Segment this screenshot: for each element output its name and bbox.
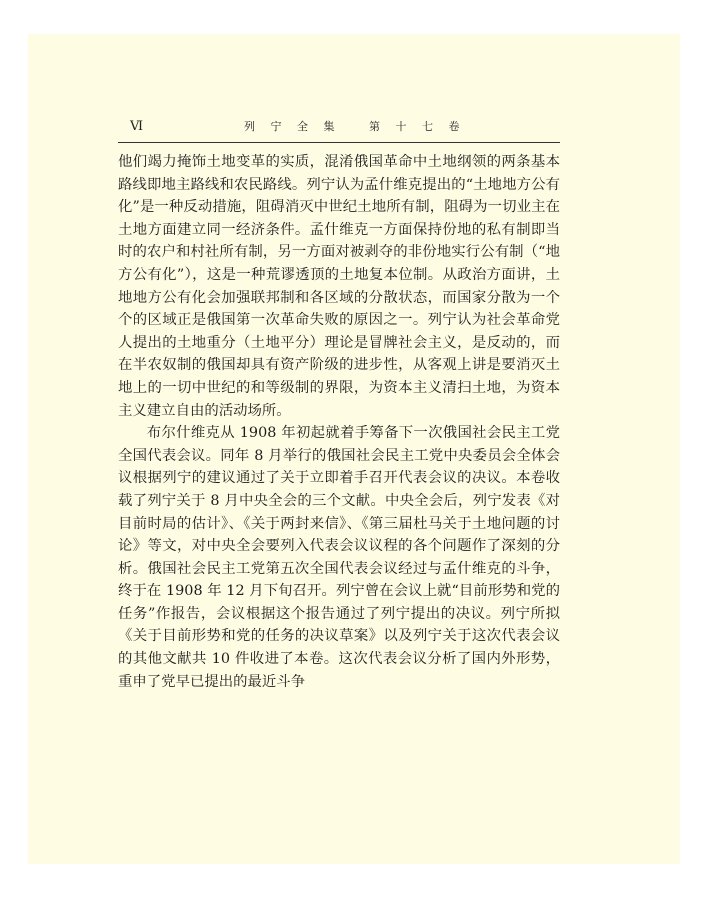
body-text [118, 151, 560, 693]
running-title: 列 宁 全 集 第 十 七 卷 [244, 120, 466, 133]
page-number: Ⅵ [130, 118, 144, 133]
paragraph: 布尔什维克从 1908 年初起就着手筹备下一次俄国社会民主工党全国代表会议。同年 8 月举行的俄国社会民主工党中央委员会全体会议根据列宁的建议通过了关于立即着手召开代表会议的决议。本卷收载了列宁关于 8 月中央全会的三个文献。中央全会后，列宁发表《对目前时局的估计》、《关于两封来信》、《第三届杜马关于土地问题的讨论》等文，对中央全会要列入代表会议议程的各个问题作了深刻的分析。俄国社会民主工党第五次全国代表会议经过与孟什维克的斗争，终于在 1908 年 12 月下旬召开。列宁曾在会议上就“目前形势和党的任务”作报告，会议根据这个报告通过了列宁提出的决议。列宁所拟《关于目前形势和党的任务的决议草案》以及列宁关于这次代表会议的其他文献共 10 件收进了本卷。这次代表会议分析了国内外形势，重申了党早已提出的最近斗争 [118, 425, 560, 690]
page-header [118, 118, 558, 138]
header-rule [118, 142, 560, 143]
paragraph: 他们竭力掩饰土地变革的实质，混淆俄国革命中土地纲领的两条基本路线即地主路线和农民路线。列宁认为孟什维克提出的“土地地方公有化”是一种反动措施，阻碍消灭中世纪土地所有制，阻碍为一切业主在土地方面建立同一经济条件。孟什维克一方面保持份地的私有制即当时的农户和村社所有制，另一方面对被剥夺的非份地实行公有制（“地方公有化”），这是一种荒谬透顶的土地复本位制。从政治方面讲，土地地方公有化会加强联邦制和各区域的分散状态，而国家分散为一个个的区域正是俄国第一次革命失败的原因之一。列宁认为社会革命党人提出的土地重分（土地平分）理论是冒牌社会主义，是反动的，而在半农奴制的俄国却具有资产阶级的进步性，从客观上讲是要消灭土地上的一切中世纪的和等级制的界限，为资本主义清扫土地，为资本主义建立自由的活动场所。 [118, 154, 560, 419]
